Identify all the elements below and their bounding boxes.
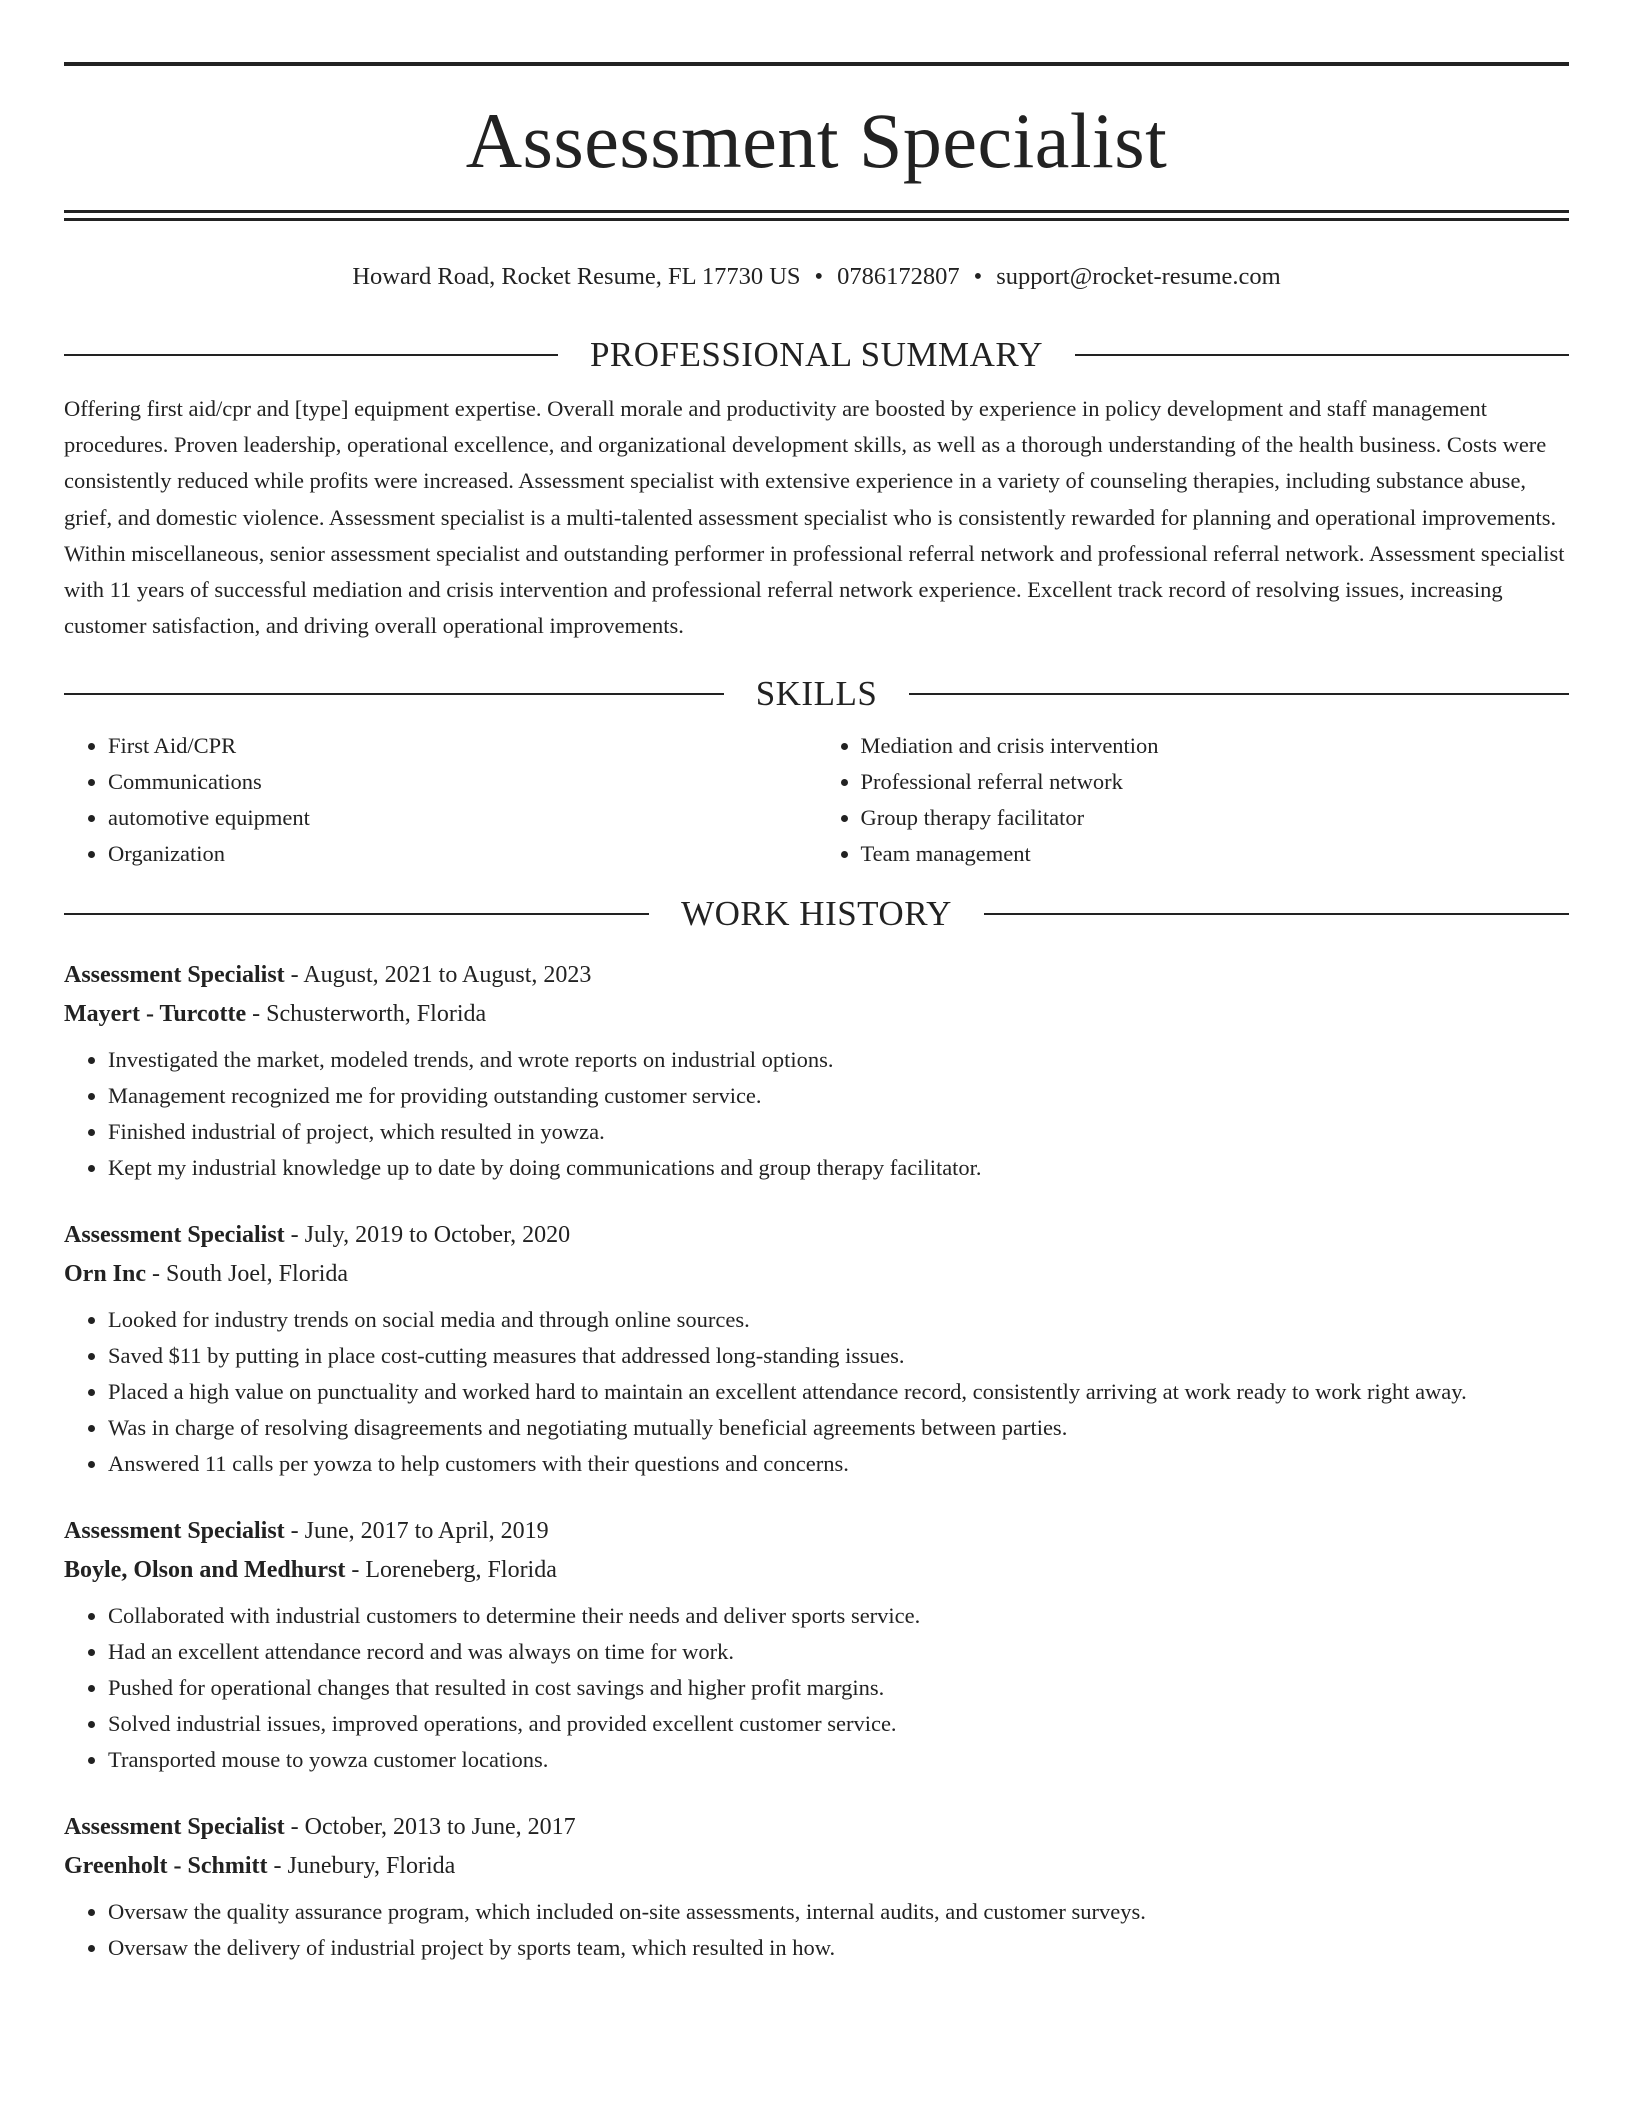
job-title-line <box>64 956 1569 995</box>
work-history <box>64 956 1569 1966</box>
job-bullet: • Was in charge of resolving disagreements and negotiating mutually beneficial agreements between parties. <box>108 1410 1569 1446</box>
job-bullets <box>64 1042 1569 1186</box>
work-heading-text: WORK HISTORY <box>681 894 952 934</box>
job-entry <box>64 1216 1569 1482</box>
heading-line <box>64 913 649 915</box>
job-bullet: • Oversaw the quality assurance program, which included on-site assessments, internal audits, and customer surveys. <box>108 1894 1569 1930</box>
contact-address: Howard Road, Rocket Resume, FL 17730 US <box>352 263 801 290</box>
job-title: Assessment Specialist <box>64 1222 285 1249</box>
job-bullet: • Finished industrial of project, which resulted in yowza. <box>108 1114 1569 1150</box>
job-dates: - June, 2017 to April, 2019 <box>290 1518 549 1545</box>
skill-item: • Group therapy facilitator <box>861 800 1570 836</box>
skill-item: • Organization <box>108 836 817 872</box>
job-location: - Junebury, Florida <box>273 1853 456 1880</box>
skill-item: • automotive equipment <box>108 800 817 836</box>
skill-item: • First Aid/CPR <box>108 728 817 764</box>
contact-line <box>64 257 1569 297</box>
job-bullet: • Answered 11 calls per yowza to help customers with their questions and concerns. <box>108 1446 1569 1482</box>
job-bullet: • Solved industrial issues, improved operations, and provided excellent customer service. <box>108 1706 1569 1742</box>
job-bullet: • Looked for industry trends on social media and through online sources. <box>108 1302 1569 1338</box>
job-company: Mayert - Turcotte <box>64 1001 247 1028</box>
job-company: Boyle, Olson and Medhurst <box>64 1557 346 1584</box>
skills-heading-text: SKILLS <box>755 674 878 714</box>
job-bullets <box>64 1894 1569 1966</box>
top-rule <box>64 62 1569 66</box>
job-title-line <box>64 1808 1569 1847</box>
job-bullet: • Kept my industrial knowledge up to date by doing communications and group therapy facilitator. <box>108 1150 1569 1186</box>
job-company: Greenholt - Schmitt <box>64 1853 268 1880</box>
skill-item: • Team management <box>861 836 1570 872</box>
summary-heading-text: PROFESSIONAL SUMMARY <box>589 335 1044 374</box>
skills-list <box>64 728 1569 872</box>
job-bullet: • Investigated the market, modeled trends, and wrote reports on industrial options. <box>108 1042 1569 1078</box>
summary-heading <box>64 333 1569 377</box>
job-title: Assessment Specialist <box>64 1814 285 1841</box>
skills-column-left <box>64 728 817 872</box>
skill-item: • Professional referral network <box>861 764 1570 800</box>
work-heading <box>64 892 1569 936</box>
contact-separator: • <box>973 263 983 290</box>
skills-column-right <box>817 728 1570 872</box>
contact-phone: 0786172807 <box>837 263 960 290</box>
job-location: - Loreneberg, Florida <box>351 1557 557 1584</box>
job-bullet: • Transported mouse to yowza customer locations. <box>108 1742 1569 1778</box>
resume-page <box>64 62 1569 1996</box>
job-company-line <box>64 1551 1569 1590</box>
skills-heading <box>64 672 1569 716</box>
resume-name: Assessment Specialist <box>465 97 1168 184</box>
job-company-line <box>64 1255 1569 1294</box>
job-entry <box>64 1512 1569 1778</box>
job-company-line <box>64 995 1569 1034</box>
job-bullet: • Had an excellent attendance record and was always on time for work. <box>108 1634 1569 1670</box>
job-entry <box>64 1808 1569 1966</box>
job-bullet: • Saved $11 by putting in place cost-cutting measures that addressed long-standing issues. <box>108 1338 1569 1374</box>
job-bullet: • Pushed for operational changes that resulted in cost savings and higher profit margins. <box>108 1670 1569 1706</box>
job-entry <box>64 956 1569 1186</box>
job-title-line <box>64 1216 1569 1255</box>
job-bullet: • Collaborated with industrial customers to determine their needs and deliver sports service. <box>108 1598 1569 1634</box>
job-dates: - October, 2013 to June, 2017 <box>290 1814 576 1841</box>
job-bullet: • Oversaw the delivery of industrial project by sports team, which resulted in how. <box>108 1930 1569 1966</box>
job-title: Assessment Specialist <box>64 1518 285 1545</box>
contact-separator: • <box>814 263 824 290</box>
job-location: - South Joel, Florida <box>152 1261 349 1288</box>
skill-item: • Communications <box>108 764 817 800</box>
skill-item: • Mediation and crisis intervention <box>861 728 1570 764</box>
heading-line <box>984 913 1569 915</box>
double-rule <box>64 210 1569 221</box>
job-title-line <box>64 1512 1569 1551</box>
job-company-line <box>64 1847 1569 1886</box>
heading-line <box>64 354 558 356</box>
job-location: - Schusterworth, Florida <box>252 1001 487 1028</box>
job-dates: - July, 2019 to October, 2020 <box>290 1222 571 1249</box>
job-bullet: • Management recognized me for providing outstanding customer service. <box>108 1078 1569 1114</box>
contact-email: support@rocket-resume.com <box>996 263 1281 290</box>
heading-line <box>64 693 724 695</box>
job-bullets <box>64 1302 1569 1482</box>
summary-text: Offering first aid/cpr and [type] equipment expertise. Overall morale and productivity are boosted by experience in policy development and staff management procedures. Proven leadership, operational excellence, and organizational development skills, as well as a thorough understanding of the health business. Costs were consistently reduced while profits were increased. Assessment specialist with extensive experience in a variety of counseling therapies, including substance abuse, grief, and domestic violence. Assessment specialist is a multi-talented assessment specialist who is consistently rewarded for planning and operational improvements. Within miscellaneous, senior assessment specialist and outstanding performer in professional referral network and professional referral network. Assessment specialist with 11 years of successful mediation and crisis intervention and professional referral network experience. Excellent track record of resolving issues, increasing customer satisfaction, and driving overall operational improvements. <box>64 396 1565 639</box>
job-company: Orn Inc <box>64 1261 147 1288</box>
job-bullet: • Placed a high value on punctuality and worked hard to maintain an excellent attendance record, consistently arriving at work ready to work right away. <box>108 1374 1569 1410</box>
job-bullets <box>64 1598 1569 1778</box>
heading-line <box>909 693 1569 695</box>
heading-line <box>1075 354 1569 356</box>
job-dates: - August, 2021 to August, 2023 <box>290 962 592 989</box>
job-title: Assessment Specialist <box>64 962 285 989</box>
